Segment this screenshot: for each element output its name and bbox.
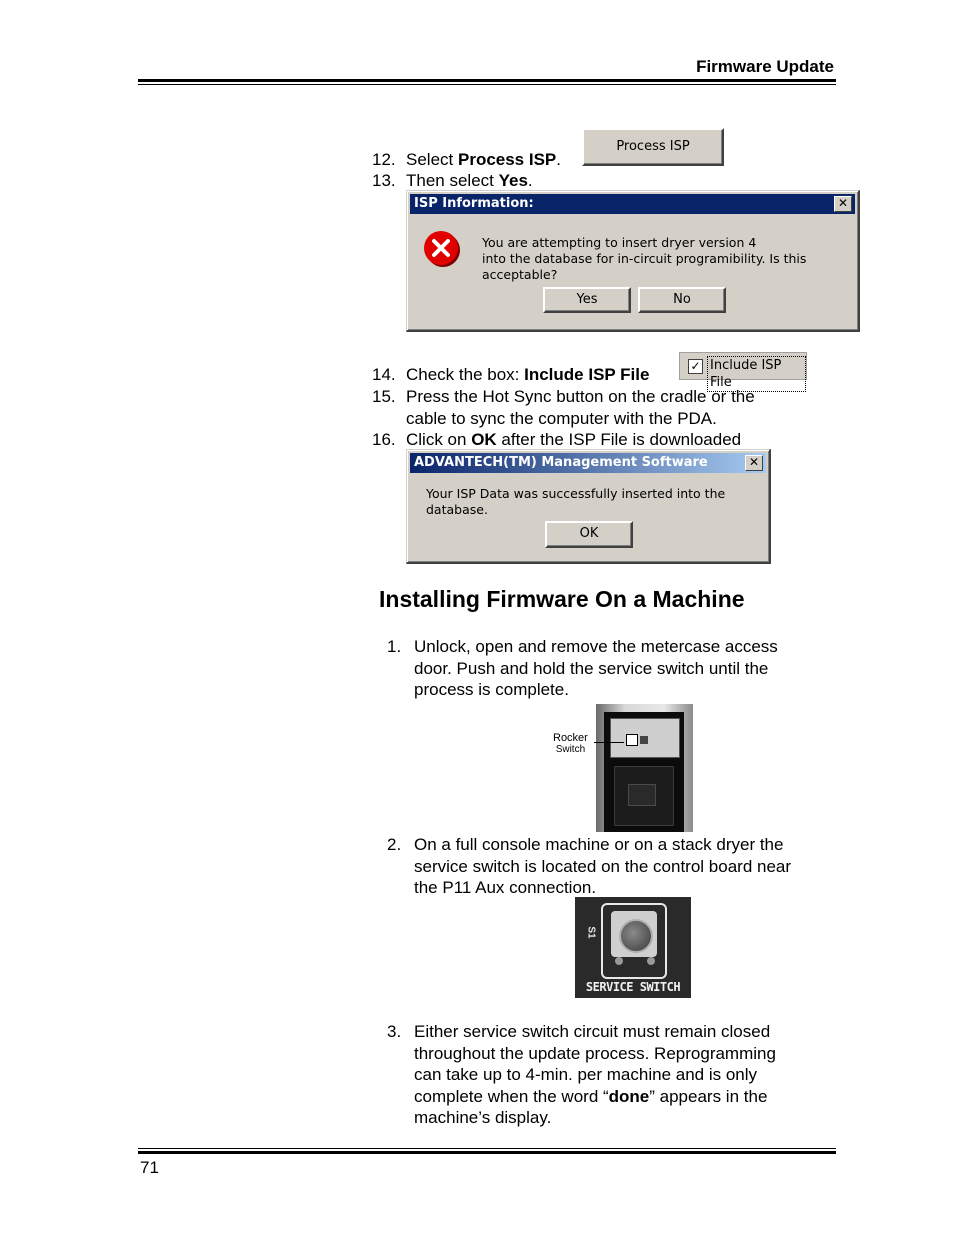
close-icon[interactable]: ✕	[834, 196, 852, 212]
dialog-message-line1: You are attempting to insert dryer version 4	[482, 235, 757, 250]
ok-button[interactable]: OK	[545, 521, 633, 548]
include-isp-file-checkbox[interactable]	[679, 352, 807, 390]
close-icon[interactable]: ✕	[745, 455, 763, 471]
service-switch-photo	[575, 897, 691, 998]
success-dialog	[406, 449, 771, 564]
rocker-switch-label: Rocker Switch	[553, 732, 588, 755]
dialog-title: ISP Information:	[414, 196, 534, 211]
s1-label: S1	[585, 926, 597, 939]
footer-rule-thin	[138, 1148, 836, 1149]
footer-rule	[138, 1151, 836, 1154]
isp-information-dialog	[406, 190, 860, 332]
process-isp-button[interactable]: Process ISP	[582, 128, 724, 166]
header-rule	[138, 79, 836, 82]
success-message: Your ISP Data was successfully inserted into the database.	[426, 486, 726, 517]
checkbox-label: Include ISP File	[707, 356, 806, 392]
service-switch-button-icon	[619, 919, 653, 953]
service-switch-caption: SERVICE SWITCH	[585, 980, 681, 994]
error-icon	[422, 229, 462, 269]
dialog-title: ADVANTECH(TM) Management Software	[414, 455, 708, 470]
page-number: 71	[140, 1158, 159, 1177]
dialog-titlebar	[410, 194, 855, 214]
checkbox-check-icon[interactable]: ✓	[688, 359, 703, 374]
metercase-photo	[548, 704, 693, 832]
dialog-message-line2: into the database for in-circuit programibility. Is this acceptable?	[482, 251, 807, 282]
dialog-titlebar	[410, 453, 766, 473]
section-heading: Installing Firmware On a Machine	[379, 586, 745, 612]
header-rule-thin	[138, 84, 836, 85]
running-header: Firmware Update	[696, 57, 834, 76]
rocker-switch-icon	[626, 734, 638, 746]
no-button[interactable]: No	[638, 287, 726, 313]
yes-button[interactable]: Yes	[543, 287, 631, 313]
